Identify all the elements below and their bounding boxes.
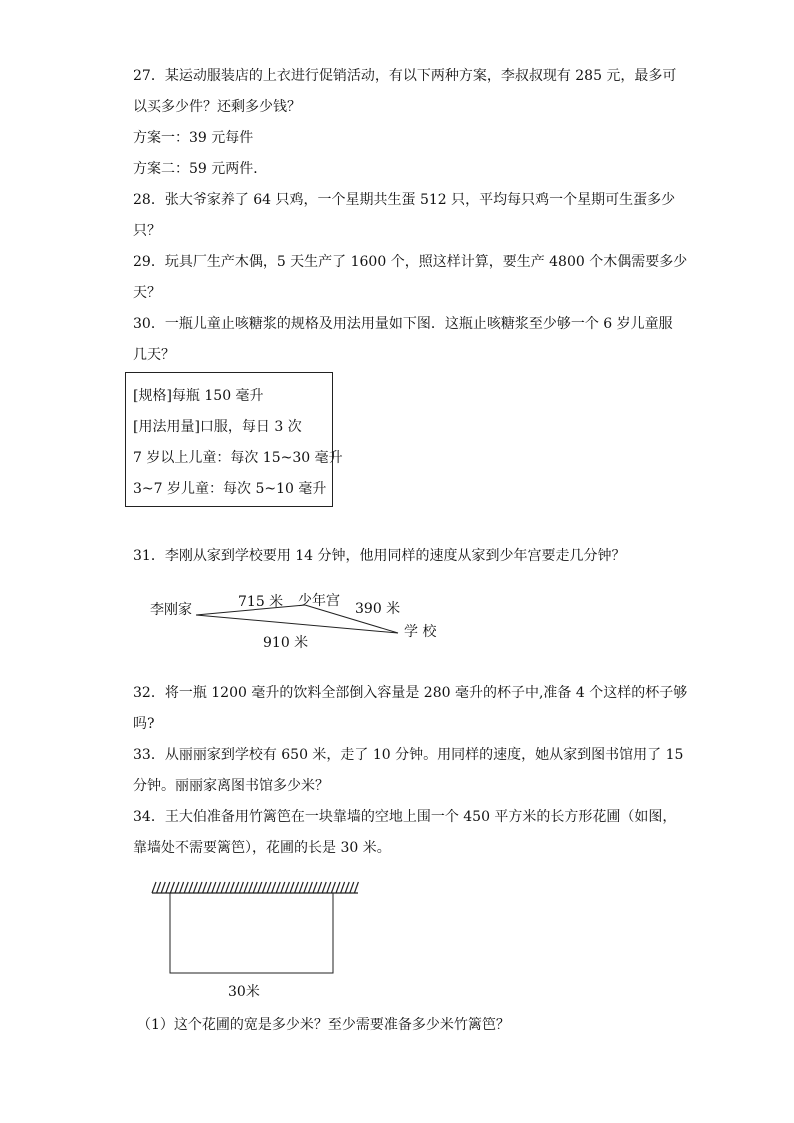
wall-hatch-mark	[203, 882, 207, 893]
wall-hatch-mark	[157, 882, 161, 893]
wall-hatch-mark	[331, 882, 335, 893]
wall-hatch-mark	[244, 882, 248, 893]
wall-hatch-mark	[175, 882, 179, 893]
wall-hatch-mark	[161, 882, 165, 893]
q32-line2: 吗?	[133, 716, 155, 732]
label-spec: [规格]每瓶 150 毫升	[133, 388, 264, 404]
wall-hatch-mark	[354, 882, 358, 893]
wall-hatch-mark	[304, 882, 308, 893]
wall-hatch-mark	[308, 882, 312, 893]
wall-hatch-mark	[336, 882, 340, 893]
wall-hatch-mark	[318, 882, 322, 893]
wall-hatch-mark	[193, 882, 197, 893]
wall-hatch-mark	[249, 882, 253, 893]
garden-rectangle	[170, 893, 333, 973]
q33-line1: 33．从丽丽家到学校有 650 米，走了 10 分钟。用同样的速度，她从家到图书馆用了 15	[133, 747, 684, 763]
wall-hatching	[152, 882, 358, 893]
q27-plan2: 方案二：59 元两件．	[133, 161, 268, 177]
wall-hatch-mark	[272, 882, 276, 893]
q34-line1: 34．王大伯准备用竹篱笆在一块靠墙的空地上围一个 450 平方米的长方形花圃（如图，	[133, 809, 677, 825]
label-home-school: 910 米	[263, 635, 309, 651]
q28-line2: 只？	[133, 223, 161, 239]
label-3to7: 3~7 岁儿童：每次 5~10 毫升	[133, 481, 327, 497]
wall-hatch-mark	[235, 882, 239, 893]
q32-line1: 32．将一瓶 1200 毫升的饮料全部倒入容量是 280 毫升的杯子中,准备 4 个这样的杯子够	[133, 685, 688, 701]
wall-hatch-mark	[290, 882, 294, 893]
wall-hatch-mark	[239, 882, 243, 893]
q27-line2: 以买多少件？还剩多少钱？	[133, 99, 301, 115]
wall-hatch-mark	[299, 882, 303, 893]
wall-hatch-mark	[216, 882, 220, 893]
q29-line1: 29．玩具厂生产木偶，5 天生产了 1600 个，照这样计算，要生产 4800 个木偶需要多少	[133, 254, 688, 270]
wall-hatch-mark	[267, 882, 271, 893]
wall-hatch-mark	[327, 882, 331, 893]
wall-hatch-mark	[221, 882, 225, 893]
wall-hatch-mark	[230, 882, 234, 893]
wall-hatch-mark	[198, 882, 202, 893]
q27-plan1: 方案一：39 元每件	[133, 130, 254, 146]
wall-hatch-mark	[226, 882, 230, 893]
q27-line1: 27．某运动服装店的上衣进行促销活动，有以下两种方案，李叔叔现有 285 元，最多可	[133, 68, 677, 84]
wall-hatch-mark	[285, 882, 289, 893]
label-home-palace: 715 米	[238, 594, 284, 610]
wall-hatch-mark	[262, 882, 266, 893]
q30-line2: 几天？	[133, 347, 175, 363]
wall-hatch-mark	[184, 882, 188, 893]
label-over7: 7 岁以上儿童：每次 15~30 毫升	[133, 450, 343, 466]
wall-hatch-mark	[180, 882, 184, 893]
wall-hatch-mark	[276, 882, 280, 893]
wall-hatch-mark	[258, 882, 262, 893]
label-palace-school: 390 米	[355, 601, 401, 617]
label-school: 学 校	[404, 624, 437, 640]
wall-hatch-mark	[313, 882, 317, 893]
q29-line2: 天？	[133, 285, 161, 301]
q28-line1: 28．张大爷家养了 64 只鸡，一个星期共生蛋 512 只，平均每只鸡一个星期可生蛋多少	[133, 192, 676, 208]
wall-hatch-mark	[350, 882, 354, 893]
label-palace: 少年宫	[298, 593, 340, 609]
wall-hatch-mark	[189, 882, 193, 893]
label-usage: [用法用量]口服，每日 3 次	[133, 419, 302, 435]
wall-hatch-mark	[322, 882, 326, 893]
wall-hatch-mark	[253, 882, 257, 893]
wall-hatch-mark	[207, 882, 211, 893]
wall-hatch-mark	[170, 882, 174, 893]
wall-hatch-mark	[295, 882, 299, 893]
label-home: 李刚家	[150, 602, 192, 618]
wall-hatch-mark	[345, 882, 349, 893]
wall-hatch-mark	[166, 882, 170, 893]
wall-hatch-mark	[281, 882, 285, 893]
q30-line1: 30．一瓶儿童止咳糖浆的规格及用法用量如下图．这瓶止咳糖浆至少够一个 6 岁儿童服	[133, 316, 673, 332]
wall-hatch-mark	[152, 882, 156, 893]
q34-sub1: （1）这个花圃的宽是多少米？至少需要准备多少米竹篱笆？	[137, 1017, 510, 1033]
q34-line2: 靠墙处不需要篱笆），花圃的长是 30 米。	[133, 840, 391, 856]
wall-hatch-mark	[212, 882, 216, 893]
garden-length-label: 30米	[228, 984, 260, 1000]
q33-line2: 分钟。丽丽家离图书馆多少米？	[133, 778, 329, 794]
wall-hatch-mark	[341, 882, 345, 893]
q31-line1: 31．李刚从家到学校要用 14 分钟，他用同样的速度从家到少年宫要走几分钟？	[133, 548, 626, 564]
